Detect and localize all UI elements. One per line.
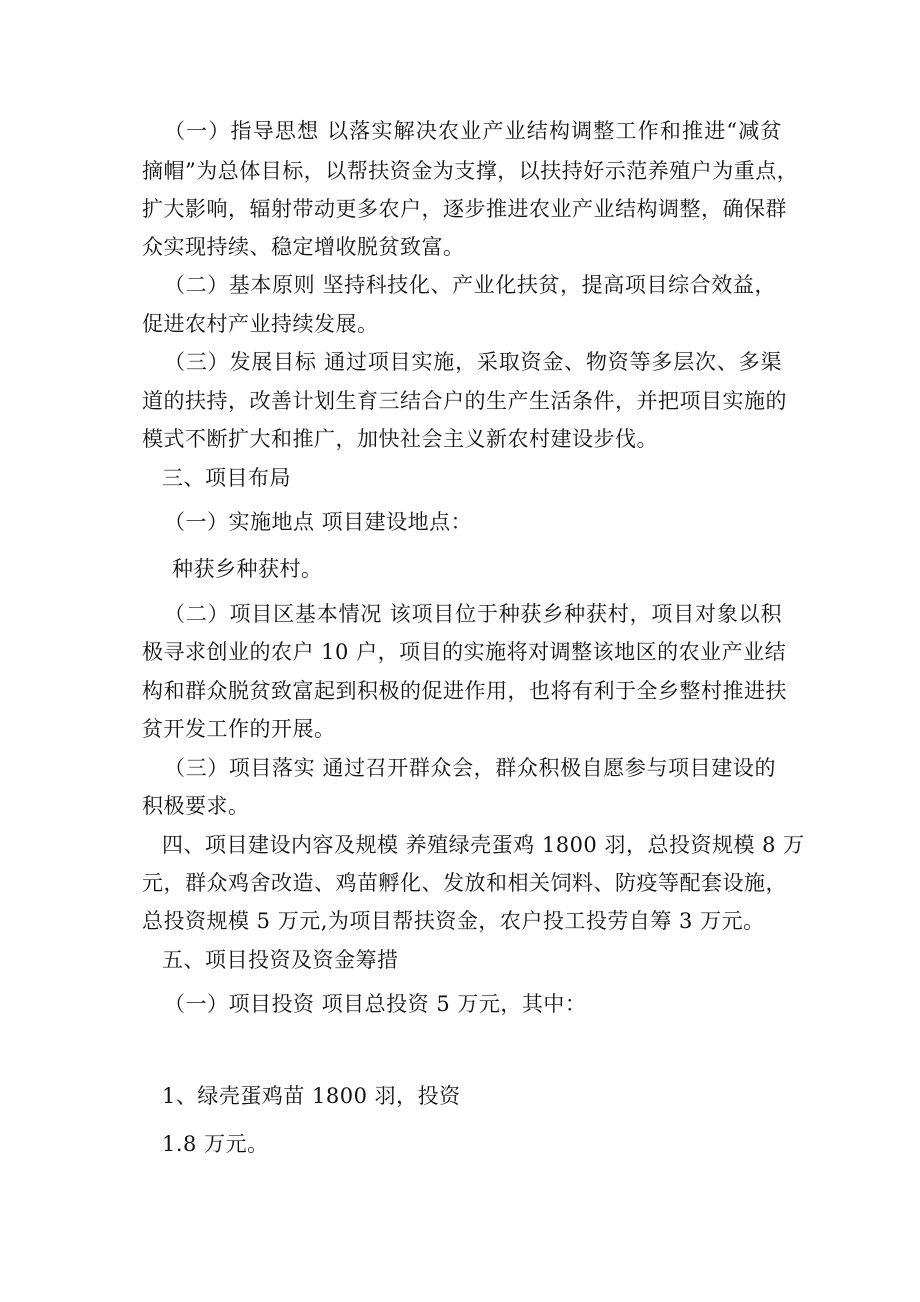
paragraph-development-goals-line-1: （三）发展目标 通过项目实施，采取资金、物资等多层次、多渠 (164, 350, 782, 374)
paragraph-basic-principles-line-1: （二）基本原则 坚持科技化、产业化扶贫，提高项目综合效益， (164, 273, 776, 297)
paragraph-guiding-ideology-line-2: 摘帽”为总体目标，以帮扶资金为支撑，以扶持好示范养殖户为重点， (142, 159, 799, 183)
paragraph-project-area-line-2: 极寻求创业的农户 10 户，项目的实施将对调整该地区的农业产业结 (142, 640, 787, 664)
paragraph-project-implementation-line-2: 积极要求。 (142, 794, 250, 818)
list-item-chick-investment-line-2: 1.8 万元。 (162, 1132, 269, 1156)
section-construction-scale-line-3: 总投资规模 5 万元,为项目帮扶资金，农户投工投劳自筹 3 万元。 (142, 909, 765, 933)
paragraph-implementation-location: （一）实施地点 项目建设地点： (164, 510, 473, 534)
section-heading-project-layout: 三、项目布局 (162, 466, 291, 490)
paragraph-project-area-line-1: （二）项目区基本情况 该项目位于种获乡种获村，项目对象以积 (164, 602, 782, 626)
paragraph-project-area-line-3: 构和群众脱贫致富起到积极的促进作用，也将有利于全乡整村推进扶 (142, 679, 787, 703)
paragraph-location-name: 种获乡种获村。 (172, 557, 323, 581)
paragraph-guiding-ideology-line-4: 众实现持续、稳定增收脱贫致富。 (142, 235, 465, 259)
paragraph-project-implementation-line-1: （三）项目落实 通过召开群众会，群众积极自愿参与项目建设的 (164, 756, 776, 780)
paragraph-guiding-ideology-line-3: 扩大影响，辐射带动更多农户，逐步推进农业产业结构调整，确保群 (142, 197, 787, 221)
list-item-chick-investment-line-1: 1、绿壳蛋鸡苗 1800 羽，投资 (162, 1084, 461, 1108)
section-heading-investment-financing: 五、项目投资及资金筹措 (162, 948, 399, 972)
paragraph-basic-principles-line-2: 促进农村产业持续发展。 (142, 312, 379, 336)
paragraph-development-goals-line-3: 模式不断扩大和推广，加快社会主义新农村建设步伐。 (142, 427, 658, 451)
section-construction-scale-line-2: 元，群众鸡舍改造、鸡苗孵化、发放和相关饲料、防疫等配套设施， (142, 871, 787, 895)
paragraph-guiding-ideology-line-1: （一）指导思想 以落实解决农业产业结构调整工作和推进“减贫 (164, 119, 782, 143)
paragraph-development-goals-line-2: 道的扶持，改善计划生育三结合户的生产生活条件，并把项目实施的 (142, 389, 787, 413)
paragraph-project-area-line-4: 贫开发工作的开展。 (142, 717, 336, 741)
paragraph-project-investment: （一）项目投资 项目总投资 5 万元，其中： (164, 992, 587, 1016)
section-construction-scale-line-1: 四、项目建设内容及规模 养殖绿壳蛋鸡 1800 羽，总投资规模 8 万 (162, 833, 805, 857)
